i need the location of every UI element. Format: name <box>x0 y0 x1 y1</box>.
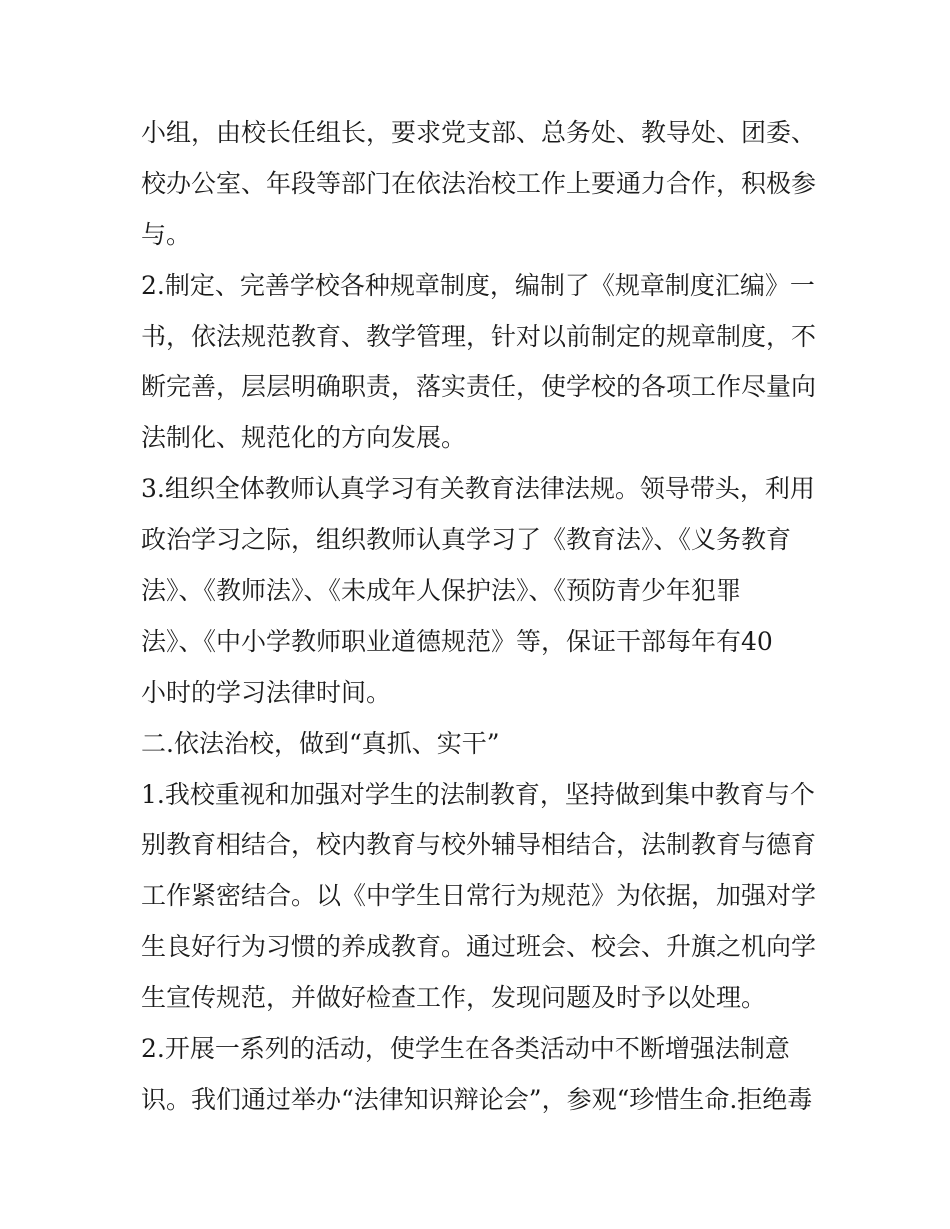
text-line: 与。 <box>141 219 192 249</box>
body-text <box>141 108 821 1126</box>
text-line: 断完善，层层明确职责，落实责任，使学校的各项工作尽量向 <box>141 372 817 402</box>
text-line: 政治学习之际，组织教师认真学习了《教育法》、《义务教育 <box>141 525 792 555</box>
text-line: 2.开展一系列的活动，使学生在各类活动中不断增强法制意 <box>141 1034 790 1064</box>
text-line: 法》、《教师法》、《未成年人保护法》、《预防青少年犯罪 <box>141 576 742 606</box>
text-line: 书，依法规范教育、教学管理，针对以前制定的规章制度，不 <box>141 321 817 351</box>
text-line: 别教育相结合，校内教育与校外辅导相结合，法制教育与德育 <box>141 830 817 860</box>
text-line: 3.组织全体教师认真学习有关教育法律法规。领导带头，利用 <box>141 474 815 504</box>
text-line: 生良好行为习惯的养成教育。通过班会、校会、升旗之机向学 <box>141 932 817 962</box>
section-heading: 二.依法治校，做到“真抓、实干” <box>141 728 500 758</box>
text-line: 生宣传规范，并做好检查工作，发现问题及时予以处理。 <box>141 983 767 1013</box>
text-line: 小组，由校长任组长，要求党支部、总务处、教导处、团委、 <box>141 118 817 147</box>
text-line: 校办公室、年段等部门在依法治校工作上要通力合作，积极参 <box>141 168 817 198</box>
text-line: 2.制定、完善学校各种规章制度，编制了《规章制度汇编》一 <box>141 270 815 300</box>
text-line: 小时的学习法律时间。 <box>141 677 392 707</box>
text-line: 法制化、规范化的方向发展。 <box>141 423 467 453</box>
text-line: 法》、《中小学教师职业道德规范》等，保证干部每年有40 <box>141 626 773 656</box>
text-line: 工作紧密结合。以《中学生日常行为规范》为依据，加强对学 <box>141 881 817 911</box>
text-line: 识。我们通过举办“法律知识辩论会”，参观“珍惜生命.拒绝毒 <box>141 1084 813 1114</box>
text-line: 1.我校重视和加强对学生的法制教育，坚持做到集中教育与个 <box>141 779 815 809</box>
